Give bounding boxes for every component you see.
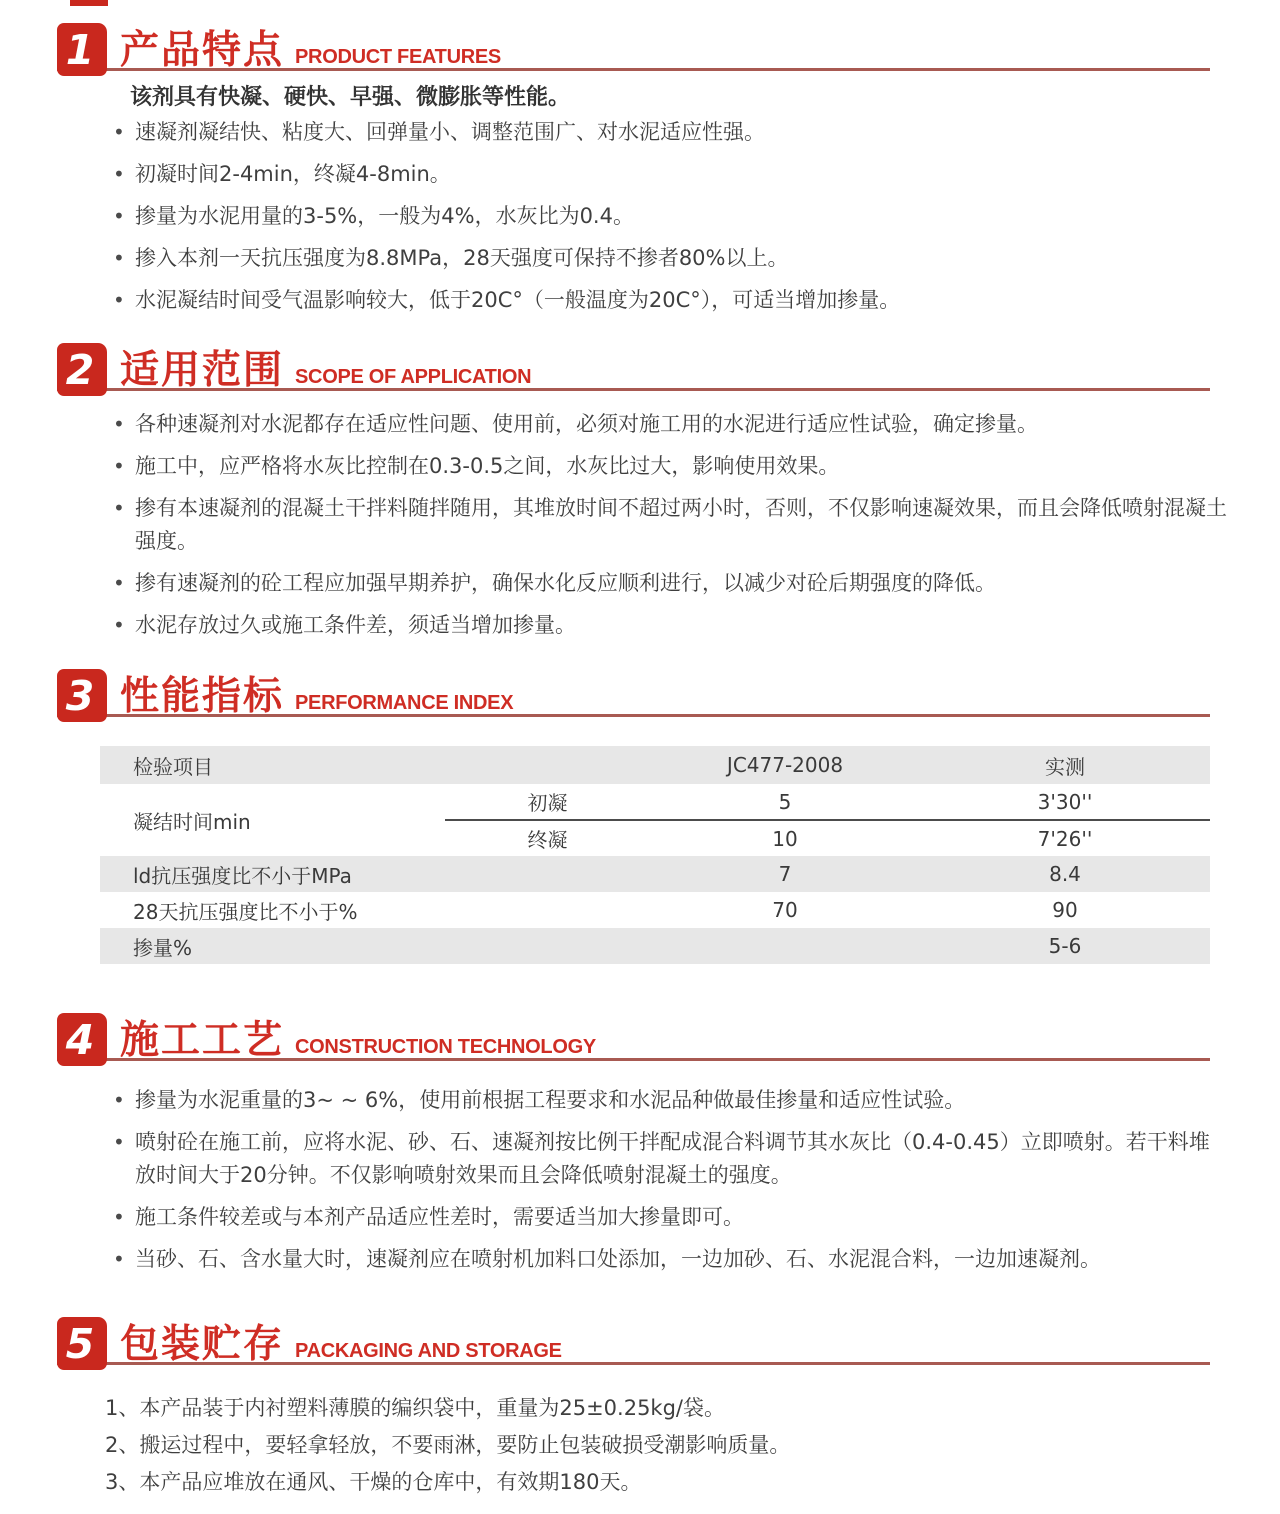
packaging-numbered-list <box>105 1390 1225 1501</box>
bullet-text: 各种速凝剂对水泥都存在适应性问题、使用前，必须对施工用的水泥进行适应性试验，确定掺量。 <box>135 412 1038 436</box>
section-titles <box>120 28 501 73</box>
section-titles <box>120 1322 562 1367</box>
list-item <box>113 1201 1228 1234</box>
section-title-cn: 适用范围 <box>120 348 285 393</box>
numbered-item-text: 2、搬运过程中，要轻拿轻放，不要雨淋，要防止包装破损受潮影响质量。 <box>105 1433 791 1457</box>
table-header-standard: JC477-2008 <box>650 746 920 784</box>
section-number-badge <box>57 343 107 396</box>
page-top-red-fragment <box>70 0 108 6</box>
section-number: 1 <box>65 25 95 74</box>
section-number-badge <box>57 1013 107 1066</box>
list-item <box>113 242 1228 275</box>
list-item <box>105 1390 1225 1427</box>
cell-standard <box>650 928 920 964</box>
section-title-en: PERFORMANCE INDEX <box>295 692 514 714</box>
scope-bullet-list <box>113 408 1228 651</box>
bullet-dot: • <box>113 1247 125 1271</box>
list-item <box>113 200 1228 233</box>
cell-measured: 3'30'' <box>920 784 1210 820</box>
cell-standard: 7 <box>650 856 920 892</box>
section-title-en: PACKAGING AND STORAGE <box>295 1340 562 1362</box>
list-item <box>113 1126 1228 1192</box>
cell-standard: 5 <box>650 784 920 820</box>
bullet-dot: • <box>113 1088 125 1112</box>
bullet-dot: • <box>113 496 125 520</box>
section-title-cn: 包装贮存 <box>120 1322 285 1367</box>
table-header-measured: 实测 <box>920 746 1210 784</box>
list-item <box>105 1464 1225 1501</box>
section-title-cn: 施工工艺 <box>120 1018 285 1063</box>
bullet-dot: • <box>113 571 125 595</box>
performance-index-table <box>100 746 1210 964</box>
list-item <box>105 1427 1225 1464</box>
section-title-en: PRODUCT FEATURES <box>295 46 501 68</box>
bullet-dot: • <box>113 288 125 312</box>
bullet-text: 速凝剂凝结快、粘度大、回弹量小、调整范围广、对水泥适应性强。 <box>135 120 765 144</box>
section-title-en: SCOPE OF APPLICATION <box>295 366 532 388</box>
section-number: 2 <box>65 345 95 394</box>
bullet-dot: • <box>113 1130 125 1154</box>
bullet-dot: • <box>113 162 125 186</box>
bullet-text: 水泥存放过久或施工条件差，须适当增加掺量。 <box>135 613 576 637</box>
section-titles <box>120 674 514 719</box>
bullet-dot: • <box>113 412 125 436</box>
section-title-cn: 产品特点 <box>120 28 285 73</box>
cell-measured: 90 <box>1052 898 1078 922</box>
bullet-text: 当砂、石、含水量大时，速凝剂应在喷射机加料口处添加，一边加砂、石、水泥混合料，一边加速凝剂。 <box>135 1247 1101 1271</box>
list-item <box>113 450 1228 483</box>
list-item <box>113 284 1228 317</box>
bullet-dot: • <box>113 454 125 478</box>
section-header-scope <box>57 336 1210 396</box>
section-number: 3 <box>65 671 95 720</box>
bullet-text: 喷射砼在施工前，应将水泥、砂、石、速凝剂按比例干拌配成混合料调节其水灰比（0.4-0.45）立即喷射。若干料堆放时间大于20分钟。不仅影响喷射效果而且会降低喷射混凝土的强度。 <box>135 1130 1210 1187</box>
bullet-text: 初凝时间2-4min，终凝4-8min。 <box>135 162 451 186</box>
bullet-dot: • <box>113 204 125 228</box>
cell-item: 凝结时间min <box>133 809 251 834</box>
section-header-performance <box>57 662 1210 722</box>
table-header-row <box>100 746 1210 784</box>
table-row <box>100 784 1210 820</box>
list-item <box>113 1243 1228 1276</box>
bullet-text: 水泥凝结时间受气温影响较大，低于20C°（一般温度为20C°），可适当增加掺量。 <box>135 288 901 312</box>
bullet-text: 掺量为水泥用量的3-5%，一般为4%，水灰比为0.4。 <box>135 204 634 228</box>
construction-bullet-list <box>113 1084 1228 1285</box>
list-item <box>113 1084 1228 1117</box>
features-bullet-list <box>113 116 1228 326</box>
cell-item: 28天抗压强度比不小于% <box>133 899 358 924</box>
section-titles <box>120 1018 596 1063</box>
section-number-badge <box>57 23 107 76</box>
cell-sub: 终凝 <box>527 828 568 852</box>
section-number-badge <box>57 669 107 722</box>
bullet-text: 掺有本速凝剂的混凝土干拌料随拌随用，其堆放时间不超过两小时，否则，不仅影响速凝效果，而且会降低喷射混凝土强度。 <box>135 496 1227 553</box>
cell-item: 掺量% <box>100 928 650 964</box>
cell-standard: 10 <box>772 826 798 851</box>
cell-sub: 初凝 <box>445 784 650 820</box>
table-row <box>100 928 1210 964</box>
section-titles <box>120 348 532 393</box>
section-header-product-features <box>57 16 1210 76</box>
bullet-dot: • <box>113 1205 125 1229</box>
bullet-dot: • <box>113 613 125 637</box>
bullet-dot: • <box>113 120 125 144</box>
bullet-text: 施工条件较差或与本剂产品适应性差时，需要适当加大掺量即可。 <box>135 1205 744 1229</box>
list-item <box>113 567 1228 600</box>
list-item <box>113 116 1228 149</box>
bullet-dot: • <box>113 246 125 270</box>
cell-standard: 70 <box>772 898 798 922</box>
cell-measured: 5-6 <box>920 928 1210 964</box>
section-number: 5 <box>65 1319 95 1368</box>
list-item <box>113 408 1228 441</box>
numbered-item-text: 3、本产品应堆放在通风、干燥的仓库中，有效期180天。 <box>105 1470 642 1494</box>
section-header-construction <box>57 1006 1210 1066</box>
table-header-item: 检验项目 <box>100 746 650 784</box>
table-row <box>100 892 1210 928</box>
list-item <box>113 158 1228 191</box>
section-number-badge <box>57 1317 107 1370</box>
bullet-text: 掺入本剂一天抗压强度为8.8MPa，28天强度可保持不掺者80%以上。 <box>135 246 789 270</box>
bullet-text: 施工中，应严格将水灰比控制在0.3-0.5之间，水灰比过大，影响使用效果。 <box>135 454 840 478</box>
section-number: 4 <box>65 1015 95 1064</box>
section-header-packaging <box>57 1310 1210 1370</box>
section-title-cn: 性能指标 <box>120 674 285 719</box>
section-title-en: CONSTRUCTION TECHNOLOGY <box>295 1036 596 1058</box>
table-row <box>100 856 1210 892</box>
cell-measured: 7'26'' <box>1037 826 1093 851</box>
cell-measured: 8.4 <box>920 856 1210 892</box>
cell-item: ld抗压强度比不小于MPa <box>100 856 650 892</box>
list-item <box>113 609 1228 642</box>
bullet-text: 掺有速凝剂的砼工程应加强早期养护，确保水化反应顺利进行，以减少对砼后期强度的降低。 <box>135 571 996 595</box>
numbered-item-text: 1、本产品装于内衬塑料薄膜的编织袋中，重量为25±0.25kg/袋。 <box>105 1396 726 1420</box>
list-item <box>113 492 1228 558</box>
intro-line: 该剂具有快凝、硬快、早强、微膨胀等性能。 <box>130 85 571 110</box>
bullet-text: 掺量为水泥重量的3~ ~ 6%，使用前根据工程要求和水泥品种做最佳掺量和适应性试验。 <box>135 1088 966 1112</box>
